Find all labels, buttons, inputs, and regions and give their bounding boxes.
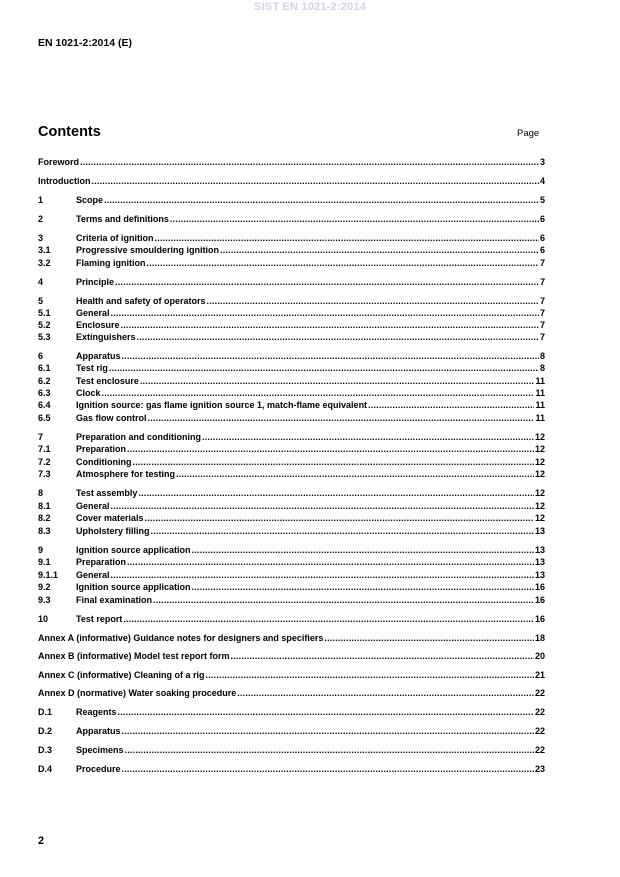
toc-entry-number: 6.1	[38, 363, 51, 373]
watermark: SIST EN 1021-2:2014	[253, 1, 367, 13]
toc-entry-page: 22	[534, 688, 545, 698]
dot-leader	[207, 296, 539, 307]
toc-entry-page: 8	[539, 351, 545, 361]
toc-entry[interactable]	[38, 308, 545, 319]
toc-entry-title: Progressive smouldering ignition	[76, 245, 220, 255]
toc-entry-page: 7	[539, 308, 545, 318]
toc-entry[interactable]	[38, 413, 545, 424]
toc-entry-number: 9.3	[38, 595, 51, 605]
toc-entry-number: 5.3	[38, 332, 51, 342]
dot-leader	[127, 444, 534, 455]
toc-entry-page: 16	[534, 582, 545, 592]
dot-leader	[123, 614, 534, 625]
toc-entry-title: Atmosphere for testing	[76, 469, 176, 479]
toc-entry-title: Test rig	[76, 363, 108, 373]
dot-leader	[115, 277, 539, 288]
toc-entry-page: 20	[534, 651, 545, 661]
toc-entry-title: Annex C (informative) Cleaning of a rig	[38, 670, 205, 680]
toc-entry[interactable]	[38, 745, 545, 756]
toc-entry[interactable]	[38, 670, 545, 681]
toc-entry-page: 4	[539, 176, 545, 186]
toc-entry-title: Criteria of ignition	[76, 233, 154, 243]
toc-entry-number: 10	[38, 614, 49, 624]
dot-leader	[237, 688, 534, 699]
toc-entry-title: Apparatus	[76, 351, 121, 361]
toc-entry[interactable]	[38, 488, 545, 499]
toc-entry-title: Ignition source application	[76, 582, 191, 592]
toc-entry-title: Health and safety of operators	[76, 296, 206, 306]
toc-entry-page: 12	[534, 432, 545, 442]
toc-entry-number: D.2	[38, 726, 53, 736]
dot-leader	[192, 582, 534, 593]
toc-entry[interactable]	[38, 351, 545, 362]
toc-entry[interactable]	[38, 545, 545, 556]
toc-entry-number: 9	[38, 545, 44, 555]
dot-leader	[140, 376, 535, 387]
toc-entry-title: Preparation	[76, 557, 127, 567]
dot-leader	[368, 400, 534, 411]
toc-entry[interactable]	[38, 570, 545, 581]
toc-entry-title: Enclosure	[76, 320, 120, 330]
dot-leader	[145, 513, 534, 524]
toc-entry-number: 6.4	[38, 400, 51, 410]
dot-leader	[137, 332, 539, 343]
toc-entry-title: Scope	[76, 195, 104, 205]
toc-entry[interactable]	[38, 214, 545, 225]
toc-entry[interactable]	[38, 363, 545, 374]
page-column-label: Page	[517, 128, 540, 139]
dot-leader	[111, 501, 534, 512]
toc-entry-title: Cover materials	[76, 513, 144, 523]
toc-entry-page: 5	[539, 195, 545, 205]
toc-entry[interactable]	[38, 376, 545, 387]
toc-entry-title: Extinguishers	[76, 332, 136, 342]
toc-entry-number: 1	[38, 195, 44, 205]
toc-entry-number: D.3	[38, 745, 53, 755]
dot-leader	[151, 526, 534, 537]
dot-leader	[155, 233, 539, 244]
dot-leader	[92, 176, 539, 187]
toc-entry-number: 5	[38, 296, 44, 306]
dot-leader	[132, 457, 534, 468]
dot-leader	[102, 388, 535, 399]
toc-entry[interactable]	[38, 726, 545, 737]
toc-entry-page: 12	[534, 469, 545, 479]
dot-leader	[104, 195, 539, 206]
toc-entry-page: 18	[534, 633, 545, 643]
toc-entry-page: 11	[535, 376, 545, 386]
toc-entry-number: D.1	[38, 707, 53, 717]
document-id: EN 1021-2:2014 (E)	[38, 37, 132, 49]
toc-entry-title: Clock	[76, 388, 101, 398]
toc-entry-page: 21	[534, 670, 545, 680]
toc-entry[interactable]	[38, 332, 545, 343]
dot-leader	[118, 707, 534, 718]
toc-entry[interactable]	[38, 176, 545, 187]
toc-entry-page: 12	[534, 457, 545, 467]
contents-title: Contents	[38, 124, 101, 140]
toc-entry-title: Annex B (informative) Model test report form	[38, 651, 230, 661]
toc-entry-number: 7.2	[38, 457, 51, 467]
toc-entry-number: 5.1	[38, 308, 51, 318]
toc-entry-page: 13	[534, 570, 545, 580]
toc-entry[interactable]	[38, 444, 545, 455]
toc-entry-number: 8.3	[38, 526, 51, 536]
toc-entry[interactable]	[38, 245, 545, 256]
toc-entry-title: General	[76, 570, 110, 580]
dot-leader	[147, 258, 539, 269]
toc-entry-number: 3.2	[38, 258, 51, 268]
toc-entry[interactable]	[38, 400, 545, 411]
toc-entry-title: General	[76, 308, 110, 318]
toc-entry-page: 7	[539, 258, 545, 268]
dot-leader	[202, 432, 534, 443]
toc-entry[interactable]	[38, 457, 545, 468]
toc-entry-page: 11	[535, 388, 545, 398]
dot-leader	[109, 363, 539, 374]
toc-entry-number: 9.2	[38, 582, 51, 592]
toc-entry-page: 23	[534, 764, 545, 774]
dot-leader	[125, 745, 534, 756]
toc-entry-number: 6.2	[38, 376, 51, 386]
toc-entry[interactable]	[38, 233, 545, 244]
dot-leader	[206, 670, 534, 681]
toc-entry-page: 12	[534, 444, 545, 454]
toc-entry-page: 13	[534, 526, 545, 536]
toc-entry[interactable]	[38, 277, 545, 288]
toc-entry-title: Test assembly	[76, 488, 138, 498]
toc-entry-page: 13	[534, 557, 545, 567]
dot-leader	[176, 469, 534, 480]
toc-entry-title: Ignition source: gas flame ignition source 1, match-flame equivalent	[76, 400, 368, 410]
toc-entry[interactable]	[38, 764, 545, 775]
toc-entry[interactable]	[38, 258, 545, 269]
toc-entry-number: 4	[38, 277, 44, 287]
toc-entry[interactable]	[38, 557, 545, 568]
toc-entry-title: Terms and definitions	[76, 214, 169, 224]
toc-entry-page: 12	[534, 513, 545, 523]
toc-entry-page: 16	[534, 614, 545, 624]
dot-leader	[220, 245, 539, 256]
toc-entry[interactable]	[38, 432, 545, 443]
dot-leader	[192, 545, 534, 556]
toc-entry-number: D.4	[38, 764, 53, 774]
toc-entry-number: 9.1	[38, 557, 51, 567]
toc-entry-number: 8	[38, 488, 44, 498]
toc-entry[interactable]	[38, 388, 545, 399]
toc-entry-number: 7.3	[38, 469, 51, 479]
toc-entry-title: Conditioning	[76, 457, 132, 467]
toc-entry-number: 2	[38, 214, 44, 224]
toc-entry-title: Reagents	[76, 707, 117, 717]
toc-entry-title: Test enclosure	[76, 376, 139, 386]
dot-leader	[122, 351, 539, 362]
toc-entry-number: 3.1	[38, 245, 51, 255]
toc-entry-page: 6	[539, 233, 545, 243]
dot-leader	[122, 764, 534, 775]
toc-entry[interactable]	[38, 526, 545, 537]
toc-entry-page: 16	[534, 595, 545, 605]
toc-entry-title: Flaming ignition	[76, 258, 146, 268]
toc-entry-title: Ignition source application	[76, 545, 191, 555]
toc-entry-number: 6	[38, 351, 44, 361]
toc-entry-number: 5.2	[38, 320, 51, 330]
toc-entry[interactable]	[38, 320, 545, 331]
toc-entry-number: 6.5	[38, 413, 51, 423]
toc-entry-title: Gas flow control	[76, 413, 147, 423]
toc-entry[interactable]	[38, 707, 545, 718]
toc-entry-title: General	[76, 501, 110, 511]
dot-leader	[148, 413, 535, 424]
toc-entry[interactable]	[38, 195, 545, 206]
toc-entry-number: 8.1	[38, 501, 51, 511]
toc-entry-title: Preparation	[76, 444, 127, 454]
toc-entry-number: 7	[38, 432, 44, 442]
toc-entry[interactable]	[38, 595, 545, 606]
toc-entry-title: Apparatus	[76, 726, 121, 736]
toc-entry-title: Preparation and conditioning	[76, 432, 202, 442]
toc-entry-page: 3	[539, 157, 545, 167]
dot-leader	[127, 557, 534, 568]
dot-leader	[153, 595, 534, 606]
dot-leader	[122, 726, 534, 737]
toc-entry-page: 22	[534, 707, 545, 717]
toc-entry[interactable]	[38, 513, 545, 524]
toc-entry-page: 11	[535, 400, 545, 410]
toc-entry-page: 12	[534, 488, 545, 498]
toc-entry[interactable]	[38, 157, 545, 168]
toc-entry-page: 22	[534, 745, 545, 755]
toc-entry[interactable]	[38, 688, 545, 699]
toc-entry-title: Final examination	[76, 595, 153, 605]
dot-leader	[121, 320, 539, 331]
toc-entry-page: 7	[539, 332, 545, 342]
toc-entry-page: 11	[535, 413, 545, 423]
toc-entry[interactable]	[38, 582, 545, 593]
toc-entry[interactable]	[38, 501, 545, 512]
toc-entry[interactable]	[38, 614, 545, 625]
dot-leader	[170, 214, 539, 225]
toc-entry-title: Annex A (informative) Guidance notes for designers and specifiers	[38, 633, 324, 643]
dot-leader	[231, 651, 534, 662]
toc-entry-number: 3	[38, 233, 44, 243]
toc-entry-number: 6.3	[38, 388, 51, 398]
dot-leader	[138, 488, 534, 499]
footer-page-number: 2	[38, 835, 45, 847]
toc-entry-number: 8.2	[38, 513, 51, 523]
toc-entry-title: Annex D (normative) Water soaking procedure	[38, 688, 237, 698]
dot-leader	[111, 570, 534, 581]
toc-entry-title: Procedure	[76, 764, 121, 774]
toc-entry-number: 7.1	[38, 444, 51, 454]
toc-entry-page: 6	[539, 245, 545, 255]
toc-entry-page: 8	[539, 363, 545, 373]
toc-entry[interactable]	[38, 651, 545, 662]
toc-entry-page: 7	[539, 320, 545, 330]
toc-entry-title: Test report	[76, 614, 123, 624]
toc-entry[interactable]	[38, 633, 545, 644]
dot-leader	[80, 157, 539, 168]
dot-leader	[111, 308, 539, 319]
toc-entry-title: Foreword	[38, 157, 80, 167]
toc-entry-page: 6	[539, 214, 545, 224]
toc-entry[interactable]	[38, 469, 545, 480]
toc-entry-page: 7	[539, 277, 545, 287]
toc-entry-title: Introduction	[38, 176, 91, 186]
toc-entry-page: 7	[539, 296, 545, 306]
toc-entry-title: Specimens	[76, 745, 124, 755]
toc-entry-page: 12	[534, 501, 545, 511]
toc-entry[interactable]	[38, 296, 545, 307]
toc-entry-title: Principle	[76, 277, 115, 287]
toc-entry-page: 22	[534, 726, 545, 736]
toc-entry-page: 13	[534, 545, 545, 555]
dot-leader	[324, 633, 534, 644]
toc-entry-title: Upholstery filling	[76, 526, 150, 536]
toc-entry-number: 9.1.1	[38, 570, 59, 580]
